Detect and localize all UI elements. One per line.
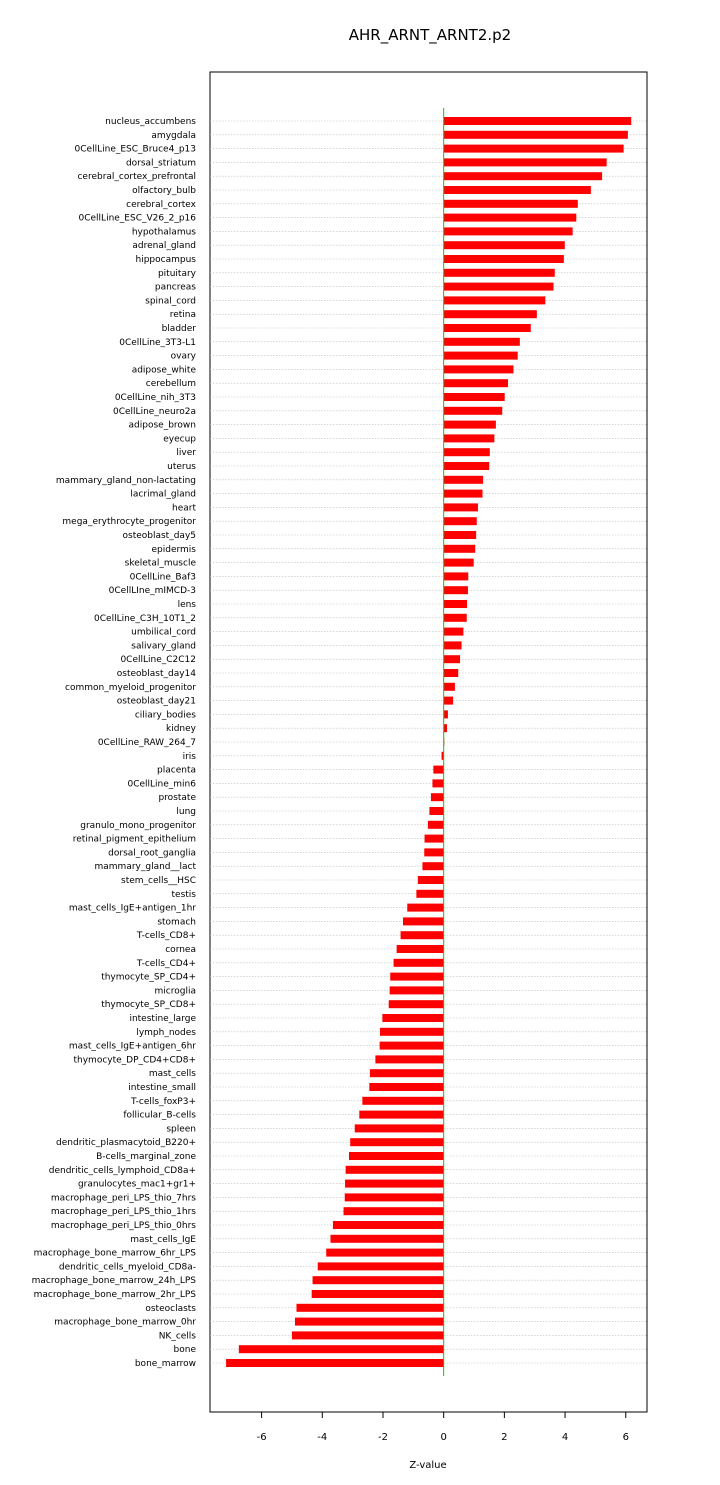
category-label: testis	[171, 889, 196, 900]
bar	[345, 1193, 444, 1201]
x-tick-label: 4	[561, 1432, 569, 1443]
category-labels	[32, 117, 197, 1369]
bar	[370, 1069, 444, 1077]
category-label: T-cells_CD4+	[136, 958, 196, 969]
category-label: cornea	[165, 945, 196, 955]
bar	[444, 324, 531, 332]
bar	[444, 186, 591, 194]
x-tick-label: 0	[440, 1432, 447, 1443]
bar	[444, 407, 503, 415]
category-label: spleen	[166, 1124, 196, 1135]
category-label: pancreas	[154, 282, 196, 293]
bar	[444, 503, 478, 511]
x-axis	[257, 1412, 629, 1443]
category-label: macrophage_peri_LPS_thio_1hrs	[50, 1207, 196, 1218]
bar	[444, 379, 508, 387]
category-label: osteoclasts	[145, 1303, 196, 1314]
category-label: intestine_small	[128, 1083, 196, 1093]
category-label: intestine_large	[129, 1014, 196, 1024]
bar	[390, 973, 443, 981]
category-label: granulo_mono_progenitor	[80, 820, 196, 831]
bar	[444, 365, 514, 373]
category-label: adrenal_gland	[132, 241, 196, 252]
bar	[444, 531, 476, 539]
category-label: mammary_gland__lact	[94, 862, 196, 873]
bar	[416, 890, 443, 898]
bar	[444, 283, 554, 291]
bar	[444, 172, 602, 180]
grid-lines	[210, 121, 647, 1363]
bar	[345, 1180, 444, 1188]
bar	[330, 1235, 443, 1243]
bar	[444, 421, 496, 429]
category-label: ovary	[170, 351, 196, 362]
category-label: liver	[176, 448, 196, 459]
bar	[295, 1318, 444, 1326]
x-axis-title: Z-value	[409, 1460, 447, 1471]
bar	[444, 393, 505, 401]
bar	[380, 1042, 444, 1050]
bar	[355, 1124, 444, 1132]
bar	[444, 572, 469, 580]
bar	[444, 476, 483, 484]
bar	[444, 710, 448, 718]
category-label: epidermis	[151, 544, 196, 555]
bar	[292, 1331, 444, 1339]
category-label: bone	[173, 1345, 196, 1356]
category-label: cerebral_cortex_prefrontal	[77, 172, 196, 183]
bar	[444, 724, 447, 732]
bar	[432, 779, 443, 787]
bar	[444, 614, 467, 622]
category-label: osteoblast_day5	[122, 531, 196, 541]
bar	[444, 296, 546, 304]
category-label: nucleus_accumbens	[105, 117, 196, 127]
category-label: kidney	[166, 724, 196, 735]
category-label: T-cells_foxP3+	[130, 1096, 196, 1107]
category-label: 0CellLIne_mIMCD-3	[108, 586, 196, 597]
category-label: heart	[172, 503, 196, 514]
category-label: umbilical_cord	[131, 627, 196, 638]
category-label: bone_marrow	[134, 1359, 196, 1369]
bar	[444, 131, 628, 139]
bar	[444, 310, 537, 318]
category-label: lens	[177, 600, 196, 610]
category-label: 0CellLine_min6	[127, 779, 196, 790]
bar	[424, 848, 443, 856]
category-label: 0CellLine_3T3-L1	[119, 337, 196, 348]
category-label: 0CellLine_neuro2a	[113, 406, 196, 417]
bar	[444, 448, 490, 456]
category-label: macrophage_bone_marrow_24h_LPS	[31, 1276, 196, 1287]
bar	[422, 862, 443, 870]
bar	[444, 683, 455, 691]
category-label: dendritic_plasmacytoid_B220+	[56, 1138, 196, 1149]
bar	[397, 945, 444, 953]
category-label: prostate	[158, 793, 196, 804]
bar	[444, 655, 460, 663]
bar	[444, 255, 564, 263]
bar	[444, 517, 477, 525]
category-label: skeletal_muscle	[124, 558, 196, 569]
category-label: microglia	[154, 986, 196, 997]
category-label: T-cells_CD8+	[136, 931, 196, 942]
category-label: hypothalamus	[131, 227, 196, 238]
category-label: amygdala	[151, 130, 196, 141]
bar	[444, 434, 495, 442]
bar	[346, 1166, 444, 1174]
category-label: macrophage_peri_LPS_thio_0hrs	[50, 1221, 196, 1231]
category-label: common_myeloid_progenitor	[65, 682, 196, 693]
bar	[428, 821, 444, 829]
bar	[444, 669, 459, 677]
bar	[318, 1262, 444, 1270]
bar	[444, 628, 464, 636]
bar	[401, 931, 444, 939]
category-label: macrophage_peri_LPS_thio_7hrs	[50, 1193, 196, 1204]
bar	[239, 1345, 444, 1353]
bar	[344, 1207, 444, 1215]
category-label: mega_erythrocyte_progenitor	[62, 517, 196, 528]
bar	[403, 917, 444, 925]
category-label: thymocyte_SP_CD4+	[101, 972, 196, 983]
category-label: cerebral_cortex	[126, 199, 196, 210]
bar	[431, 793, 444, 801]
bar	[444, 117, 632, 125]
category-label: mast_cells_IgE	[130, 1234, 196, 1245]
category-label: placenta	[157, 765, 196, 776]
bar	[444, 545, 476, 553]
bar	[362, 1097, 443, 1105]
category-label: lymph_nodes	[136, 1027, 196, 1038]
category-label: 0CellLine_C3H_10T1_2	[94, 613, 196, 624]
bar	[444, 338, 520, 346]
category-label: B-cells_marginal_zone	[96, 1152, 196, 1162]
bar	[226, 1359, 444, 1367]
category-label: 0CellLine_ESC_Bruce4_p13	[74, 144, 196, 155]
x-tick-label: -4	[317, 1432, 328, 1443]
category-label: cerebellum	[145, 379, 196, 390]
category-label: mast_cells_IgE+antigen_6hr	[68, 1041, 196, 1052]
bar	[380, 1028, 444, 1036]
category-label: NK_cells	[158, 1331, 196, 1342]
category-label: mammary_gland_non-lactating	[55, 475, 196, 486]
bar	[350, 1138, 443, 1146]
category-label: osteoblast_day14	[116, 669, 196, 679]
bar	[444, 158, 607, 166]
bar	[444, 241, 565, 249]
category-label: salivary_gland	[131, 641, 196, 652]
category-label: ciliary_bodies	[134, 710, 196, 721]
category-label: stomach	[157, 917, 196, 928]
bar	[425, 835, 444, 843]
bar	[444, 352, 518, 360]
bar	[444, 586, 468, 594]
x-tick-label: 6	[622, 1432, 629, 1443]
x-tick-label: -2	[377, 1432, 388, 1443]
bar	[444, 641, 462, 649]
category-label: mast_cells_IgE+antigen_1hr	[68, 903, 196, 914]
category-label: spinal_cord	[145, 296, 196, 307]
bar	[333, 1221, 444, 1229]
category-label: thymocyte_SP_CD8+	[101, 1000, 196, 1011]
bar	[444, 269, 555, 277]
bar	[394, 959, 444, 967]
category-label: 0CellLine_Baf3	[129, 572, 196, 583]
category-label: bladder	[161, 324, 196, 334]
bar	[359, 1111, 443, 1119]
category-label: retina	[169, 310, 196, 321]
category-label: adipose_brown	[128, 420, 196, 431]
category-label: lung	[176, 807, 196, 817]
x-tick-label: 2	[501, 1432, 508, 1443]
bar	[312, 1290, 444, 1298]
category-label: iris	[182, 751, 196, 762]
bar	[382, 1014, 443, 1022]
category-label: uterus	[167, 462, 196, 472]
category-label: 0CellLine_RAW_264_7	[97, 738, 196, 748]
category-label: follicular_B-cells	[123, 1110, 196, 1121]
bar	[313, 1276, 444, 1284]
bar	[444, 200, 578, 208]
category-label: adipose_white	[131, 365, 196, 376]
category-label: hippocampus	[135, 255, 196, 265]
bar	[326, 1249, 443, 1257]
bar	[390, 986, 444, 994]
category-label: dendritic_cells_myeloid_CD8a-	[58, 1262, 196, 1273]
category-label: macrophage_bone_marrow_0hr	[54, 1317, 196, 1328]
bar	[407, 904, 443, 912]
bar	[433, 766, 443, 774]
category-label: osteoblast_day21	[116, 696, 196, 707]
bar	[444, 145, 624, 153]
bar	[375, 1055, 443, 1063]
category-label: thymocyte_DP_CD4+CD8+	[73, 1055, 196, 1066]
bar	[429, 807, 443, 815]
category-label: stem_cells__HSC	[121, 876, 196, 886]
category-label: pituitary	[157, 268, 196, 279]
chart-title: AHR_ARNT_ARNT2.p2	[348, 26, 512, 44]
x-tick-label: -6	[256, 1432, 267, 1443]
bar	[444, 600, 467, 608]
category-label: mast_cells	[148, 1069, 196, 1080]
category-label: 0CellLine_nih_3T3	[114, 393, 196, 403]
bar	[444, 697, 453, 705]
bar	[444, 214, 577, 222]
category-label: 0CellLine_C2C12	[120, 655, 196, 666]
category-label: dorsal_striatum	[125, 158, 196, 169]
category-label: olfactory_bulb	[132, 186, 196, 196]
bar	[389, 1000, 444, 1008]
bar	[296, 1304, 443, 1312]
category-label: 0CellLine_ESC_V26_2_p16	[78, 213, 196, 224]
category-label: granulocytes_mac1+gr1+	[77, 1179, 196, 1190]
category-label: dendritic_cells_lymphoid_CD8a+	[48, 1165, 196, 1176]
category-label: macrophage_bone_marrow_6hr_LPS	[33, 1248, 196, 1259]
category-label: dorsal_root_ganglia	[108, 848, 196, 859]
bar	[418, 876, 444, 884]
category-label: eyecup	[163, 434, 196, 445]
bar	[444, 490, 483, 498]
bar	[444, 462, 490, 470]
category-label: macrophage_bone_marrow_2hr_LPS	[33, 1290, 196, 1300]
bar	[444, 227, 573, 235]
bar	[369, 1083, 443, 1091]
bar	[349, 1152, 444, 1160]
category-label: lacrimal_gland	[130, 489, 196, 500]
bar	[444, 559, 474, 567]
category-label: retinal_pigment_epithelium	[72, 834, 196, 845]
